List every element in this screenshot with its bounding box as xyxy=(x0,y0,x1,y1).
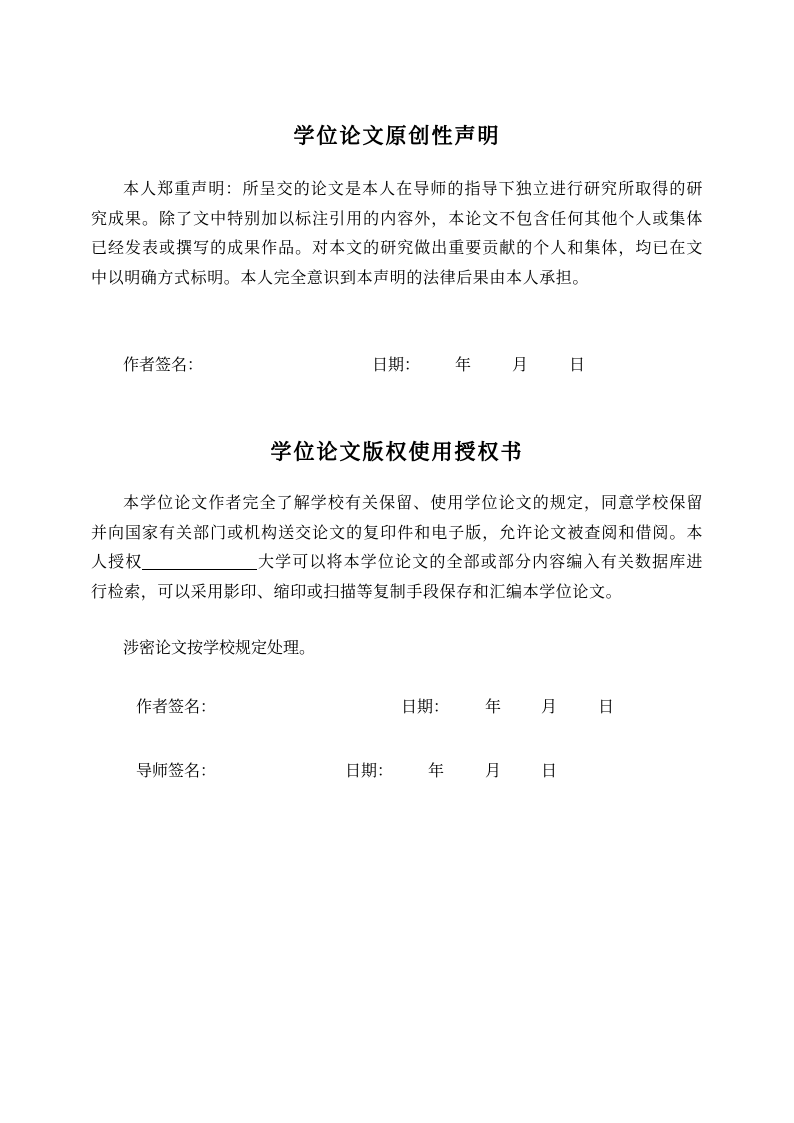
declaration-month-label: 月 xyxy=(512,355,529,374)
declaration-date-label: 日期： xyxy=(372,355,421,374)
declaration-title: 学位论文原创性声明 xyxy=(293,123,501,148)
authorization-body xyxy=(91,488,703,606)
university-name-blank xyxy=(142,552,257,570)
authorization-author-signature-label: 作者签名： xyxy=(136,697,217,716)
authorization-author-date-label: 日期： xyxy=(401,697,450,716)
declaration-year-label: 年 xyxy=(455,355,472,374)
authorization-title: 学位论文版权使用授权书 xyxy=(270,439,524,464)
supervisor-signature-label: 导师签名： xyxy=(136,761,217,780)
supervisor-month-label: 月 xyxy=(485,761,502,780)
authorization-body-part2: 大学可以将本学位论文的全部或部分内容编入有关数据库进行检索，可以采用影印、缩印或扫描等复制手段保存和汇编本学位论文。 xyxy=(91,552,703,601)
supervisor-date-label: 日期： xyxy=(345,761,394,780)
supervisor-day-label: 日 xyxy=(541,761,558,780)
secret-thesis-note: 涉密论文按学校规定处理。 xyxy=(123,638,316,657)
authorization-body-part1: 本学位论文作者完全了解学校有关保留、使用学位论文的规定，同意学校保留并向国家有关部门或机构送交论文的复印件和电子版，允许论文被查阅和借阅。本人授权 xyxy=(91,493,703,571)
declaration-day-label: 日 xyxy=(569,355,586,374)
authorization-author-month-label: 月 xyxy=(541,697,558,716)
authorization-author-day-label: 日 xyxy=(598,697,615,716)
authorization-author-year-label: 年 xyxy=(485,697,502,716)
supervisor-year-label: 年 xyxy=(428,761,445,780)
declaration-body: 本人郑重声明：所呈交的论文是本人在导师的指导下独立进行研究所取得的研究成果。除了文中特别加以标注引用的内容外，本论文不包含任何其他个人或集体已经发表或撰写的成果作品。对本文的研究做出重要贡献的个人和集体，均已在文中以明确方式标明。本人完全意识到本声明的法律后果由本人承担。 xyxy=(91,179,703,287)
declaration-author-signature-label: 作者签名： xyxy=(123,355,204,374)
